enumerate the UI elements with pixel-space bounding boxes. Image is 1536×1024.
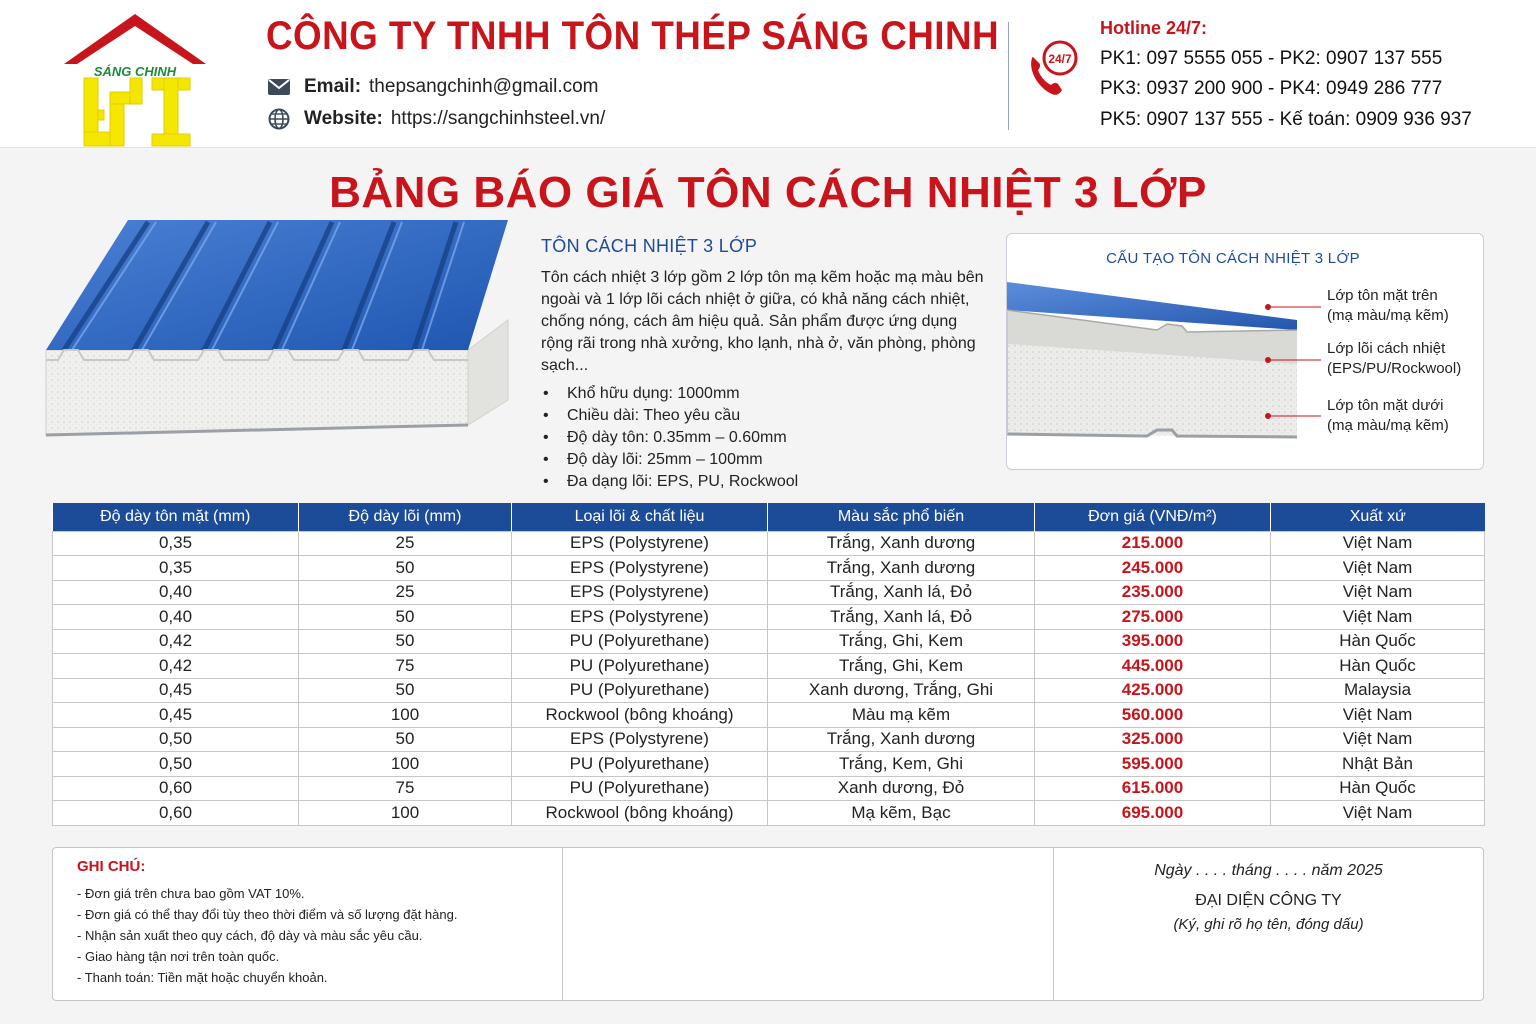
header-divider bbox=[1008, 22, 1009, 130]
colors-cell: Trắng, Ghi, Kem bbox=[768, 629, 1035, 654]
core-material-cell: PU (Polyurethane) bbox=[512, 654, 768, 679]
price-table bbox=[52, 503, 1485, 826]
spec-item: • Độ dày tôn: 0.35mm – 0.60mm bbox=[541, 427, 991, 449]
col-header-unit-price: Đơn giá (VNĐ/m²) bbox=[1035, 503, 1271, 531]
core-thickness-cell: 50 bbox=[299, 605, 512, 630]
sheet-thickness-cell: 0,45 bbox=[53, 678, 299, 703]
description-heading: TÔN CÁCH NHIỆT 3 LỚP bbox=[541, 236, 758, 256]
spec-item: • Chiều dài: Theo yêu cầu bbox=[541, 405, 991, 427]
table-row bbox=[53, 629, 1485, 654]
core-thickness-cell: 25 bbox=[299, 580, 512, 605]
footer-divider bbox=[562, 848, 563, 1000]
spec-list bbox=[541, 383, 991, 493]
sheet-thickness-cell: 0,60 bbox=[53, 776, 299, 801]
spec-item: • Đa dạng lõi: EPS, PU, Rockwool bbox=[541, 471, 991, 493]
unit-price-cell: 395.000 bbox=[1035, 629, 1271, 654]
website-label: Website: bbox=[304, 108, 383, 129]
table-row bbox=[53, 556, 1485, 581]
core-material-cell: EPS (Polystyrene) bbox=[512, 556, 768, 581]
hotline-line-1: PK1: 097 5555 055 - PK2: 0907 137 555 bbox=[1100, 48, 1443, 69]
col-header-sheet-thickness: Độ dày tôn mặt (mm) bbox=[53, 503, 299, 531]
core-thickness-cell: 50 bbox=[299, 556, 512, 581]
footer-panel bbox=[52, 847, 1484, 1001]
spec-item: • Độ dày lõi: 25mm – 100mm bbox=[541, 449, 991, 471]
core-thickness-cell: 75 bbox=[299, 654, 512, 679]
colors-cell: Mạ kẽm, Bạc bbox=[768, 801, 1035, 826]
phone-24-7-icon bbox=[1024, 36, 1086, 98]
email-link[interactable]: thepsangchinh@gmail.com bbox=[369, 76, 599, 97]
col-header-core-thickness: Độ dày lõi (mm) bbox=[299, 503, 512, 531]
unit-price-cell: 215.000 bbox=[1035, 531, 1271, 556]
origin-cell: Việt Nam bbox=[1271, 531, 1485, 556]
note-item: - Đơn giá có thể thay đổi tùy theo thời điểm và số lượng đặt hàng. bbox=[77, 904, 557, 925]
company-logo bbox=[60, 12, 210, 152]
colors-cell: Trắng, Ghi, Kem bbox=[768, 654, 1035, 679]
core-thickness-cell: 50 bbox=[299, 629, 512, 654]
col-header-colors: Màu sắc phổ biến bbox=[768, 503, 1035, 531]
website-link[interactable]: https://sangchinhsteel.vn/ bbox=[390, 108, 606, 129]
core-material-cell: EPS (Polystyrene) bbox=[512, 580, 768, 605]
core-material-cell: PU (Polyurethane) bbox=[512, 678, 768, 703]
origin-cell: Việt Nam bbox=[1271, 801, 1485, 826]
website-row bbox=[266, 108, 605, 130]
table-row bbox=[53, 776, 1485, 801]
table-row bbox=[53, 605, 1485, 630]
core-thickness-cell: 50 bbox=[299, 727, 512, 752]
page-header bbox=[0, 0, 1536, 148]
colors-cell: Trắng, Kem, Ghi bbox=[768, 752, 1035, 777]
colors-cell: Màu mạ kẽm bbox=[768, 703, 1035, 728]
structure-title: CẤU TẠO TÔN CÁCH NHIỆT 3 LỚP bbox=[1106, 250, 1360, 267]
hotline-line-3: PK5: 0907 137 555 - Kế toán: 0909 936 937 bbox=[1100, 109, 1472, 130]
origin-cell: Hàn Quốc bbox=[1271, 629, 1485, 654]
sheet-thickness-cell: 0,40 bbox=[53, 580, 299, 605]
core-material-cell: Rockwool (bông khoáng) bbox=[512, 801, 768, 826]
sheet-thickness-cell: 0,42 bbox=[53, 654, 299, 679]
layer-pointers bbox=[1263, 294, 1323, 424]
email-row bbox=[266, 76, 599, 98]
core-thickness-cell: 25 bbox=[299, 531, 512, 556]
globe-icon bbox=[266, 108, 292, 130]
signature-note: (Ký, ghi rõ họ tên, đóng dấu) bbox=[1173, 916, 1364, 933]
core-thickness-cell: 50 bbox=[299, 678, 512, 703]
origin-cell: Hàn Quốc bbox=[1271, 654, 1485, 679]
signature-date: Ngày . . . . tháng . . . . năm 2025 bbox=[1154, 862, 1383, 879]
sheet-thickness-cell: 0,50 bbox=[53, 752, 299, 777]
core-thickness-cell: 100 bbox=[299, 752, 512, 777]
layer-label-core: Lớp lõi cách nhiệt (EPS/PU/Rockwool) bbox=[1327, 340, 1462, 377]
unit-price-cell: 560.000 bbox=[1035, 703, 1271, 728]
origin-cell: Việt Nam bbox=[1271, 580, 1485, 605]
sheet-thickness-cell: 0,35 bbox=[53, 531, 299, 556]
origin-cell: Malaysia bbox=[1271, 678, 1485, 703]
sheet-thickness-cell: 0,35 bbox=[53, 556, 299, 581]
notes-section bbox=[77, 858, 557, 988]
core-material-cell: EPS (Polystyrene) bbox=[512, 727, 768, 752]
table-row bbox=[53, 678, 1485, 703]
table-row bbox=[53, 801, 1485, 826]
table-row bbox=[53, 727, 1485, 752]
core-material-cell: PU (Polyurethane) bbox=[512, 776, 768, 801]
note-item: - Đơn giá trên chưa bao gồm VAT 10%. bbox=[77, 883, 557, 904]
sheet-thickness-cell: 0,60 bbox=[53, 801, 299, 826]
sheet-thickness-cell: 0,50 bbox=[53, 727, 299, 752]
colors-cell: Trắng, Xanh lá, Đỏ bbox=[768, 605, 1035, 630]
core-material-cell: Rockwool (bông khoáng) bbox=[512, 703, 768, 728]
table-header-row bbox=[53, 503, 1485, 531]
svg-text:SÁNG CHINH: SÁNG CHINH bbox=[93, 64, 177, 79]
product-description bbox=[541, 236, 991, 493]
origin-cell: Việt Nam bbox=[1271, 727, 1485, 752]
layer-label-bottom: Lớp tôn mặt dưới (mạ màu/mạ kẽm) bbox=[1327, 397, 1449, 434]
note-item: - Giao hàng tận nơi trên toàn quốc. bbox=[77, 946, 557, 967]
unit-price-cell: 245.000 bbox=[1035, 556, 1271, 581]
colors-cell: Trắng, Xanh dương bbox=[768, 556, 1035, 581]
email-label: Email: bbox=[304, 76, 362, 97]
colors-cell: Trắng, Xanh lá, Đỏ bbox=[768, 580, 1035, 605]
col-header-origin: Xuất xứ bbox=[1271, 503, 1485, 531]
unit-price-cell: 425.000 bbox=[1035, 678, 1271, 703]
unit-price-cell: 595.000 bbox=[1035, 752, 1271, 777]
note-item: - Nhận sản xuất theo quy cách, độ dày và màu sắc yêu cầu. bbox=[77, 925, 557, 946]
origin-cell: Nhật Bản bbox=[1271, 752, 1485, 777]
core-thickness-cell: 75 bbox=[299, 776, 512, 801]
core-material-cell: PU (Polyurethane) bbox=[512, 752, 768, 777]
core-thickness-cell: 100 bbox=[299, 703, 512, 728]
sheet-thickness-cell: 0,40 bbox=[53, 605, 299, 630]
table-row bbox=[53, 752, 1485, 777]
unit-price-cell: 235.000 bbox=[1035, 580, 1271, 605]
table-row bbox=[53, 531, 1485, 556]
unit-price-cell: 325.000 bbox=[1035, 727, 1271, 752]
sheet-thickness-cell: 0,45 bbox=[53, 703, 299, 728]
unit-price-cell: 275.000 bbox=[1035, 605, 1271, 630]
unit-price-cell: 615.000 bbox=[1035, 776, 1271, 801]
core-material-cell: EPS (Polystyrene) bbox=[512, 531, 768, 556]
svg-text:24/7: 24/7 bbox=[1048, 52, 1072, 66]
colors-cell: Trắng, Xanh dương bbox=[768, 531, 1035, 556]
core-thickness-cell: 100 bbox=[299, 801, 512, 826]
envelope-icon bbox=[266, 76, 292, 98]
colors-cell: Trắng, Xanh dương bbox=[768, 727, 1035, 752]
company-name: CÔNG TY TNHH TÔN THÉP SÁNG CHINH bbox=[266, 14, 1000, 58]
hotline-title: Hotline 24/7: bbox=[1100, 18, 1208, 38]
unit-price-cell: 445.000 bbox=[1035, 654, 1271, 679]
table-row bbox=[53, 703, 1485, 728]
col-header-core-material: Loại lõi & chất liệu bbox=[512, 503, 768, 531]
core-material-cell: EPS (Polystyrene) bbox=[512, 605, 768, 630]
core-material-cell: PU (Polyurethane) bbox=[512, 629, 768, 654]
description-text: Tôn cách nhiệt 3 lớp gồm 2 lớp tôn mạ kẽm hoặc mạ màu bên ngoài và 1 lớp lõi cách nhiệt ở giữa, có khả năng cách nhiệt, chống nóng, cách âm hiệu quả. Sản phẩm được ứng dụng rộng rãi trong nhà xưởng, kho lạnh, nhà ở, văn phòng, phòng sạch... bbox=[541, 269, 984, 374]
layer-label-top: Lớp tôn mặt trên (mạ màu/mạ kẽm) bbox=[1327, 287, 1449, 324]
insulated-panel-image bbox=[38, 210, 513, 445]
colors-cell: Xanh dương, Đỏ bbox=[768, 776, 1035, 801]
origin-cell: Hàn Quốc bbox=[1271, 776, 1485, 801]
page-title: BẢNG BÁO GIÁ TÔN CÁCH NHIỆT 3 LỚP bbox=[329, 168, 1207, 217]
notes-title: GHI CHÚ: bbox=[77, 858, 146, 875]
colors-cell: Xanh dương, Trắng, Ghi bbox=[768, 678, 1035, 703]
note-item: - Thanh toán: Tiền mặt hoặc chuyển khoản. bbox=[77, 967, 557, 988]
unit-price-cell: 695.000 bbox=[1035, 801, 1271, 826]
table-row bbox=[53, 580, 1485, 605]
cross-section-image bbox=[1007, 272, 1307, 468]
origin-cell: Việt Nam bbox=[1271, 556, 1485, 581]
origin-cell: Việt Nam bbox=[1271, 703, 1485, 728]
hotline-line-2: PK3: 0937 200 900 - PK4: 0949 286 777 bbox=[1100, 78, 1443, 99]
signature-section bbox=[1054, 862, 1483, 933]
structure-panel bbox=[1006, 233, 1484, 470]
spec-item: • Khổ hữu dụng: 1000mm bbox=[541, 383, 991, 405]
origin-cell: Việt Nam bbox=[1271, 605, 1485, 630]
signature-representative: ĐẠI DIỆN CÔNG TY bbox=[1195, 892, 1342, 909]
table-row bbox=[53, 654, 1485, 679]
sheet-thickness-cell: 0,42 bbox=[53, 629, 299, 654]
